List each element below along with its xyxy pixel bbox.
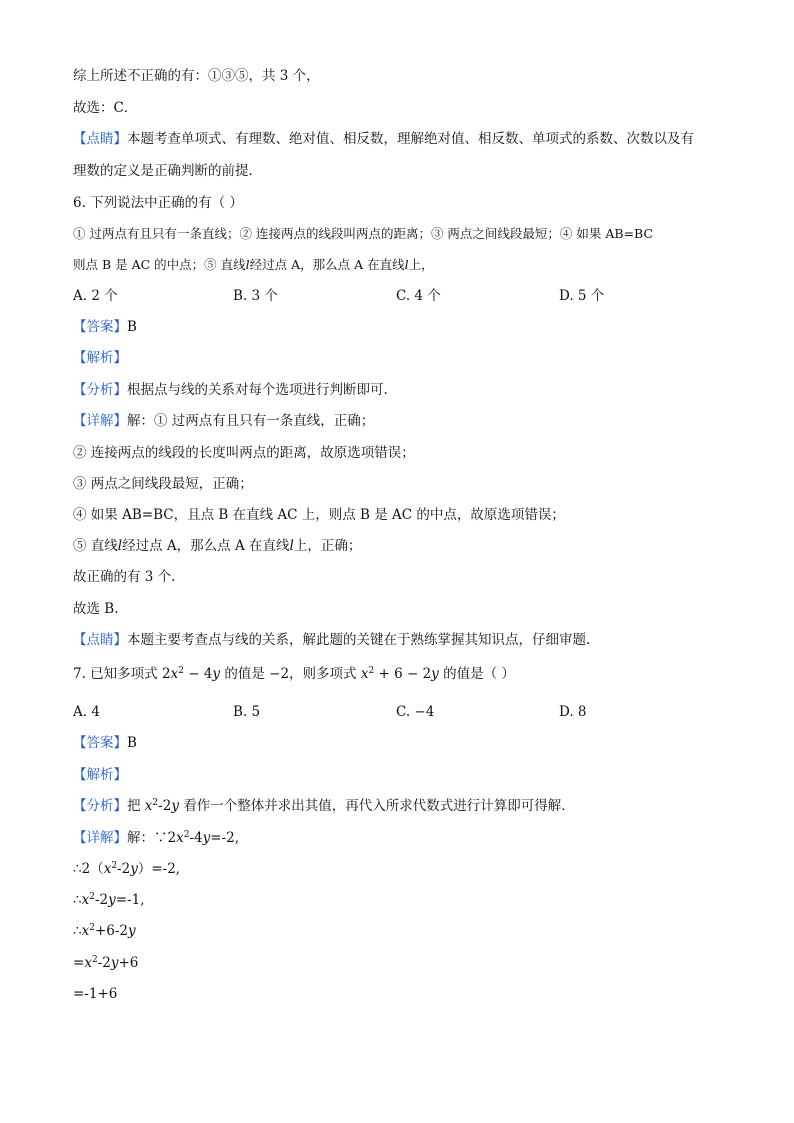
q7-step: $\therefore x^2-2y=-1$, [73,892,145,908]
q6-step-4: ④ 如果 AB=BC，且点 B 在直线 AC 上，则点 B 是 AC 的中点，故原选项错误； [73,507,565,523]
q6-detail: 【详解】解：① 过两点有且只有一条直线，正确； [73,413,375,429]
conclusion-line: 综上所述不正确的有：①③⑤，共 3 个， [73,68,320,84]
q6-fenxi: 【分析】根据点与线的关系对每个选项进行判断即可. [73,382,388,398]
q7-option-a: A. 4 [73,704,100,720]
dianjing-line-cont: 理数的定义是正确判断的前提． [73,163,262,179]
choice-line: 故选：C． [73,100,138,116]
question-6-statements-cont: 则点 B 是 AC 的中点；⑤ 直线l经过点 A，那么点 A 在直线l上， [73,257,434,272]
q6-option-a: A. 2 个 [73,288,118,304]
question-6-statements: ① 过两点有且只有一条直线；② 连接两点的线段叫两点的距离；③ 两点之间线段最短；④ 如果 AB=BC [73,226,654,241]
q7-step: $\therefore 2(x^2-2y)=-2$, [73,861,181,877]
question-6-stem: 6. 下列说法中正确的有（ ） [73,195,243,211]
q6-dianjing: 【点睛】本题主要考查点与线的关系，解此题的关键在于熟练掌握其知识点，仔细审题. [73,632,591,648]
q6-step-2: ② 连接两点的线段的长度叫两点的距离，故原选项错误； [73,445,415,461]
q6-answer: 【答案】B [73,319,137,335]
q7-fenxi: 【分析】把 $x^2-2y$ 看作一个整体并求出其值，再代入所求代数式进行计算即可得解． [73,798,575,814]
q6-choice: 故选 B. [73,601,119,617]
q6-step-5: ⑤ 直线l经过点 A，那么点 A 在直线l上，正确； [73,538,362,554]
q7-answer: 【答案】B [73,735,137,751]
q7-step: $\therefore x^2+6-2y$ [73,923,136,939]
q7-option-b: B. 5 [233,704,261,720]
q6-conclusion: 故正确的有 3 个. [73,569,176,585]
q7-step: $=x^2-2y+6$ [73,955,139,971]
q6-analysis-heading: 【解析】 [73,350,127,366]
q7-option-d: D. 8 [559,704,587,720]
q7-detail: 【详解】解：$\because 2x^2-4y=-2$, [73,830,240,846]
q6-step-3: ③ 两点之间线段最短，正确； [73,476,253,492]
q6-option-c: C. 4 个 [396,288,441,304]
question-7-stem: 7. 已知多项式 $2x^2 - 4y$ 的值是 −2，则多项式 $x^2 + 6 - 2y$ 的值是（ ） [73,666,515,682]
q7-analysis-heading: 【解析】 [73,767,127,783]
q6-option-d: D. 5 个 [559,288,605,304]
q7-option-c: C. −4 [396,704,435,720]
q7-step-last: =-1+6 [73,986,118,1002]
q6-option-b: B. 3 个 [233,288,278,304]
dianjing-line: 【点睛】本题考查单项式、有理数、绝对值、相反数，理解绝对值、相反数、单项式的系数、次数以及有 [73,131,694,147]
